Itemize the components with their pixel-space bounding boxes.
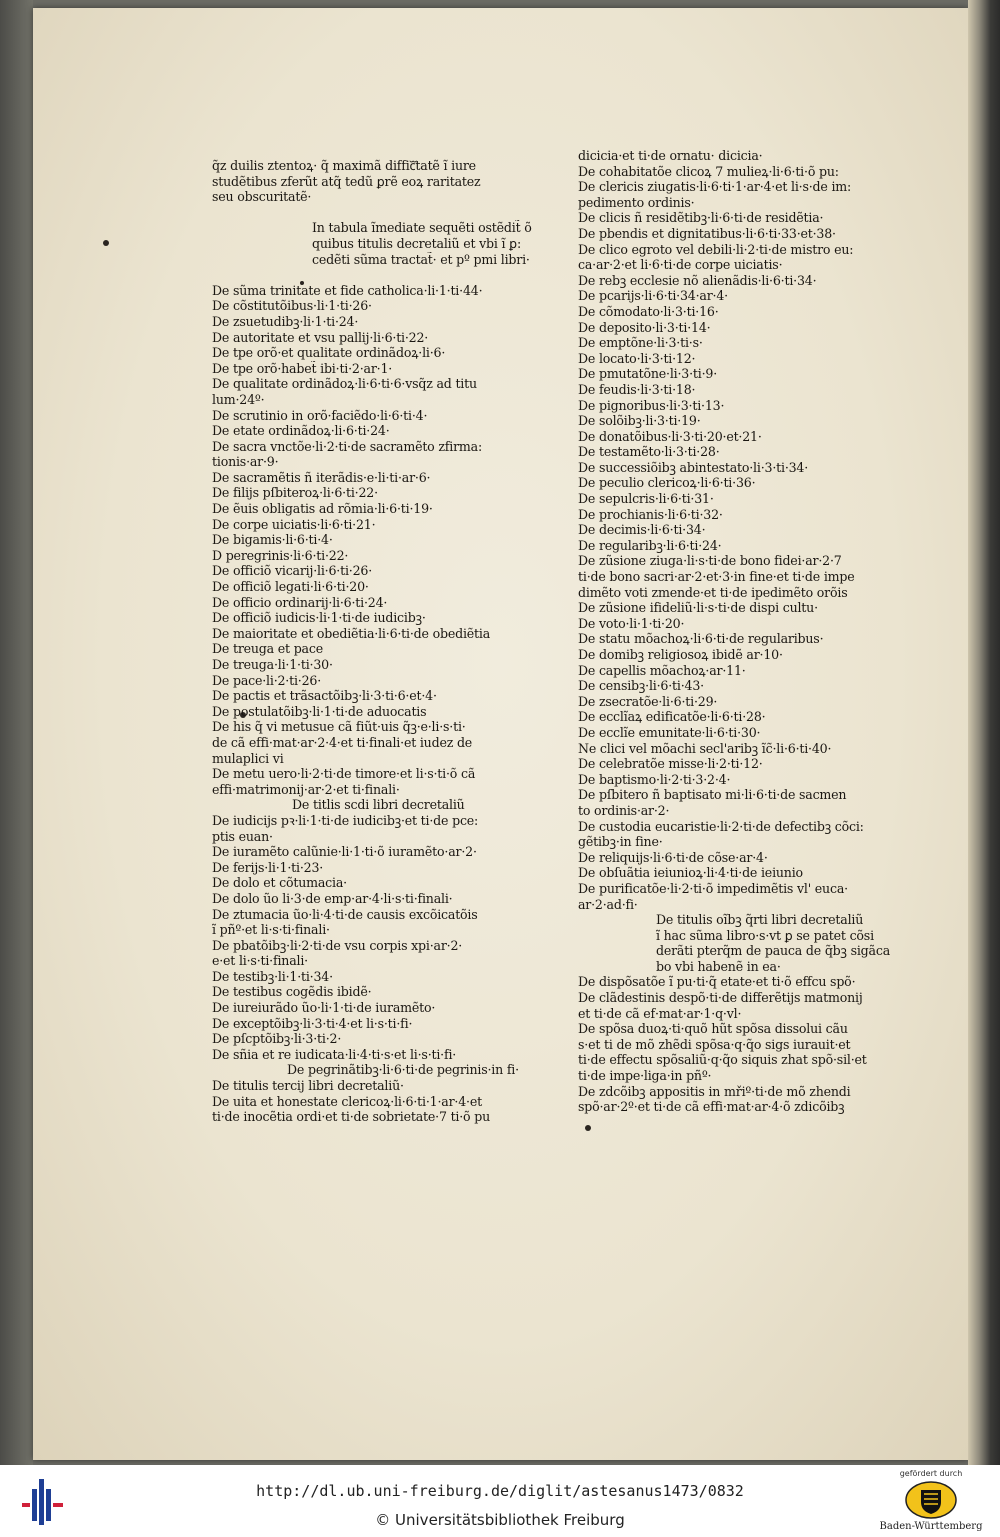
text-line: De pbendis et dignitatibus·li·6·ti·33·et·38· bbox=[578, 225, 836, 241]
text-line: De scrutinio in orõ·faciẽdo·li·6·ti·4· bbox=[212, 407, 428, 423]
text-line bbox=[212, 205, 560, 221]
text-line: De officiõ legati·li·6·ti·20· bbox=[212, 579, 369, 595]
text-line: De pbatõibꝫ·li·2·ti·de vsu corpis xpi·ar·2· bbox=[212, 937, 463, 953]
text-line: De deposito·li·3·ti·14· bbox=[578, 319, 711, 335]
text-line: De ẽuis obligatis ad rõmia·li·6·ti·19· bbox=[212, 501, 433, 517]
text-line: De titulis oĩbꝫ q̃rti libri decretaliũ bbox=[656, 912, 864, 928]
text-line: et ti·de cã ef·mat·ar·1·q·vl· bbox=[578, 1005, 742, 1021]
text-line: ptis euan· bbox=[212, 828, 273, 844]
text-line: De tpe orõ·habet̃ ibi·ti·2·ar·1· bbox=[212, 360, 393, 376]
text-line: De clicis ñ residẽtibꝫ·li·6·ti·de residẽtia· bbox=[578, 210, 824, 226]
text-line: De iuramẽto calũnie·li·1·ti·õ iuramẽto·ar·2· bbox=[212, 844, 477, 860]
viewer-footer bbox=[0, 1465, 1000, 1537]
text-line: effi·matrimonij·ar·2·et ti·finali· bbox=[212, 781, 400, 797]
text-line: De emptõne·li·3·ti·s· bbox=[578, 335, 703, 351]
text-line: De sepulcris·li·6·ti·31· bbox=[578, 491, 714, 507]
text-line: De zdcõibꝫ appositis in mřiº·ti·de mõ zhendi bbox=[578, 1083, 851, 1099]
text-line: De treuga et pace bbox=[212, 641, 323, 657]
text-line: De qualitate ordinãdoꝝ·li·6·ti·6·vsq̃z ad titu bbox=[212, 376, 477, 392]
text-line: dicicia·et ti·de ornatu· dicicia· bbox=[578, 148, 763, 163]
text-line: De sacramẽtis ñ iterãdis·e·li·ti·ar·6· bbox=[212, 469, 431, 485]
text-line: lum·24º· bbox=[212, 391, 265, 407]
text-line: De voto·li·1·ti·20· bbox=[578, 615, 685, 631]
text-line: In tabula ĩmediate sequẽti ostẽdit̃ õ bbox=[312, 220, 532, 236]
text-line: De exceptõibꝫ·li·3·ti·4·et li·s·ti·fi· bbox=[212, 1015, 413, 1031]
text-line: De custodia eucaristie·li·2·ti·de defectibꝫ cõci: bbox=[578, 818, 864, 834]
margin-dot bbox=[585, 1125, 591, 1131]
text-line: De iudicijs pꝛ·li·1·ti·de iudicibꝫ·et ti·de pce: bbox=[212, 812, 479, 828]
text-line: ti·de impe·liga·in pñº· bbox=[578, 1068, 712, 1084]
text-line: De dispõsatõe ĩ pu·ti·q̃ etate·et ti·õ effcu spõ· bbox=[578, 974, 856, 990]
text-line: De statu mõachoꝝ·li·6·ti·de regularibus· bbox=[578, 631, 824, 647]
text-line: De pegrinãtibꝫ·li·6·ti·de pegrinis·in fi· bbox=[287, 1062, 519, 1078]
text-line: De postulatõibꝫ·li·1·ti·de aduocatis bbox=[212, 703, 427, 719]
text-line: De reliquijs·li·6·ti·de cõse·ar·4· bbox=[578, 849, 768, 865]
text-line: De pace·li·2·ti·26· bbox=[212, 672, 322, 688]
text-line: De decimis·li·6·ti·34· bbox=[578, 522, 706, 538]
text-line: De uita et honestate clericoꝝ·li·6·ti·1·ar·4·et bbox=[212, 1093, 482, 1109]
text-line: Ne clici vel mõachi secl'aribꝫ ĩc̃·li·6·ti·40· bbox=[578, 740, 832, 756]
text-line: De sũma trinitate et fide catholica·li·1·ti·44· bbox=[212, 282, 483, 298]
text-line: ĩ pñº·et li·s·ti·finali· bbox=[212, 922, 330, 938]
text-line: De celebratõe misse·li·2·ti·12· bbox=[578, 756, 763, 772]
text-line: to ordinis·ar·2· bbox=[578, 802, 670, 818]
text-line: De cõmodato·li·3·ti·16· bbox=[578, 303, 719, 319]
text-line: De dolo et cõtumacia· bbox=[212, 875, 347, 891]
text-line: De pſbitero ñ baptisato mi·li·6·ti·de sacmen bbox=[578, 787, 847, 803]
text-line: De pcarijs·li·6·ti·34·ar·4· bbox=[578, 288, 728, 304]
text-line: ĩ hac sũma libro·s·vt ꝑ se patet cõsi bbox=[656, 927, 874, 943]
text-line: gẽtibꝫ·in fine· bbox=[578, 834, 663, 850]
text-line: De testibꝫ·li·1·ti·34· bbox=[212, 968, 333, 984]
text-line: De ecclĩaꝝ edificatõe·li·6·ti·28· bbox=[578, 709, 766, 725]
text-line: De peculio clericoꝝ·li·6·ti·36· bbox=[578, 475, 756, 491]
text-line: De ferijs·li·1·ti·23· bbox=[212, 859, 324, 875]
text-line: De censibꝫ·li·6·ti·43· bbox=[578, 678, 704, 694]
state-name: Baden-Württemberg bbox=[879, 1521, 983, 1532]
text-line: De clãdestinis despõ·ti·de differẽtijs matmonij bbox=[578, 990, 863, 1006]
text-line: mulaplici vi bbox=[212, 750, 284, 766]
text-line: cedẽti sũma tractat̃· et pº pmi libri· bbox=[312, 251, 530, 267]
text-line: ti·de inocẽtia ordi·et ti·de sobrietate·7 ti·õ pu bbox=[212, 1109, 491, 1125]
text-line: De prochianis·li·6·ti·32· bbox=[578, 506, 723, 522]
text-line: De successiõibꝫ abintestato·li·3·ti·34· bbox=[578, 459, 809, 475]
funder-logo bbox=[876, 1469, 986, 1535]
text-line: e·et li·s·ti·finali· bbox=[212, 953, 308, 969]
text-line: De his q̃ vi metusue cã fiũt·uis q̃ꝫ·e·li·s·ti· bbox=[212, 719, 466, 735]
text-line: De ztumacia ũo·li·4·ti·de causis excõicatõis bbox=[212, 906, 478, 922]
text-line: De rebꝫ ecclesie nõ alienãdis·li·6·ti·34· bbox=[578, 272, 817, 288]
text-line: De capellis mõachoꝝ·ar·11· bbox=[578, 662, 746, 678]
text-line: De obſuãtia ieiunioꝝ·li·4·ti·de ieiunio bbox=[578, 865, 803, 881]
text-line: De domibꝫ religiosoꝝ ibidẽ ar·10· bbox=[578, 647, 783, 662]
text-line: De pmutatõne·li·3·ti·9· bbox=[578, 366, 718, 382]
text-line: De zsuetudibꝫ·li·1·ti·24· bbox=[212, 313, 359, 329]
document-url[interactable]: http://dl.ub.uni-freiburg.de/diglit/astesanus1473/0832 bbox=[256, 1482, 744, 1500]
text-line: tionis·ar·9· bbox=[212, 454, 279, 470]
text-line: ti·de effectu spõsaliũ·q·q̃o siquis zhat spõ·sil·et bbox=[578, 1052, 867, 1068]
left-text-column bbox=[212, 158, 560, 1125]
text-line: De pactis et trãsactõibꝫ·li·3·ti·6·et·4· bbox=[212, 688, 437, 704]
text-line: De maioritate et obediẽtia·li·6·ti·de obediẽtia bbox=[212, 625, 491, 641]
text-line: De bigamis·li·6·ti·4· bbox=[212, 532, 333, 548]
text-line: De zsecratõe·li·6·ti·29· bbox=[578, 693, 718, 709]
text-line: ar·2·ad·fi· bbox=[578, 896, 638, 912]
margin-dot bbox=[103, 240, 109, 246]
funded-by-label: gefördert durch bbox=[899, 1469, 963, 1478]
text-line: bo vbi habenẽ in ea· bbox=[656, 958, 781, 974]
previous-page-edge bbox=[0, 0, 33, 1465]
baden-wuerttemberg-crest-icon bbox=[904, 1480, 958, 1520]
text-line: De feudis·li·3·ti·18· bbox=[578, 381, 696, 397]
text-line: De baptismo·li·2·ti·3·2·4· bbox=[578, 771, 731, 787]
text-line: De officiõ iudicis·li·1·ti·de iudicibꝫ· bbox=[212, 610, 426, 626]
text-line: De spõsa duoꝝ·ti·quõ hũt spõsa dissolui cãu bbox=[578, 1021, 848, 1037]
copyright-notice: © Universitätsbibliothek Freiburg bbox=[375, 1511, 625, 1529]
text-line: De zũsione ziuga·li·s·ti·de bono fidei·ar·2·7 bbox=[578, 553, 842, 569]
text-line: De ecclĩe emunitate·li·6·ti·30· bbox=[578, 724, 761, 740]
text-line: De cõstitutõibus·li·1·ti·26· bbox=[212, 298, 372, 314]
text-line: quibus titulis decretaliũ et vbi ĩ ꝑ: bbox=[312, 235, 521, 251]
text-line: seu obscuritatẽ· bbox=[212, 189, 312, 205]
text-line: q̃z duilis ztentoꝝ· q̃ maximã difficᷓtatẽ ĩ iure bbox=[212, 158, 476, 173]
text-line: s·et ti de mõ zhẽdi spõsa·q·q̃o sigs iurauit·et bbox=[578, 1036, 851, 1052]
text-line: spõ·ar·2º·et ti·de cã effi·mat·ar·4·õ zdicõibꝫ bbox=[578, 1099, 845, 1115]
text-line: pedimento ordinis· bbox=[578, 194, 695, 210]
text-line bbox=[212, 267, 560, 283]
text-line: De treuga·li·1·ti·30· bbox=[212, 657, 333, 672]
text-line: De corpe uiciatis·li·6·ti·21· bbox=[212, 516, 376, 532]
text-line: De clericis ziugatis·li·6·ti·1·ar·4·et li·s·de im: bbox=[578, 179, 852, 195]
text-line: De donatõibus·li·3·ti·20·et·21· bbox=[578, 428, 762, 444]
text-line: dimẽto voti zmende·et ti·de ipedimẽto orõis bbox=[578, 584, 848, 600]
text-line: De testamẽto·li·3·ti·28· bbox=[578, 444, 720, 460]
text-line: De pſcptõibꝫ·li·3·ti·2· bbox=[212, 1031, 342, 1047]
text-line: De purificatõe·li·2·ti·õ impedimẽtis vl' euca· bbox=[578, 880, 848, 896]
text-line: De titulis tercij libri decretaliũ· bbox=[212, 1078, 404, 1094]
text-line: De solõibꝫ·li·3·ti·19· bbox=[578, 413, 701, 429]
text-line: De cohabitatõe clicoꝝ 7 mulieꝝ·li·6·ti·õ pu: bbox=[578, 163, 839, 179]
text-line: De testibus cogẽdis ibidẽ· bbox=[212, 984, 372, 1000]
text-line: De titlis scdi libri decretaliũ bbox=[292, 797, 465, 813]
text-line: De zũsione ifideliũ·li·s·ti·de dispi cultu· bbox=[578, 600, 818, 616]
text-line: De officio ordinarij·li·6·ti·24· bbox=[212, 594, 388, 610]
text-line: De autoritate et vsu pallij·li·6·ti·22· bbox=[212, 329, 429, 345]
text-line: De sacra vnctõe·li·2·ti·de sacramẽto zfirma: bbox=[212, 438, 483, 454]
text-line: De metu uero·li·2·ti·de timore·et li·s·ti·õ cã bbox=[212, 766, 476, 782]
text-line: De regularibꝫ·li·6·ti·24· bbox=[578, 537, 722, 553]
text-line: de cã effi·mat·ar·2·4·et ti·finali·et iudez de bbox=[212, 734, 473, 750]
text-line: derãti pterq̃m de pauca de q̃bꝫ sigãca bbox=[656, 943, 891, 959]
book-binding bbox=[968, 0, 1000, 1465]
text-line: De sñia et re iudicata·li·4·ti·s·et li·s·ti·fi· bbox=[212, 1046, 457, 1062]
text-line: De etate ordinãdoꝝ·li·6·ti·24· bbox=[212, 423, 390, 439]
text-line: studẽtibus zferũt atq̃ tedũ ꝑrẽ eoꝝ raritatez bbox=[212, 173, 481, 189]
text-line: ca·ar·2·et li·6·ti·de corpe uiciatis· bbox=[578, 257, 783, 273]
text-line: De officiõ vicarij·li·6·ti·26· bbox=[212, 563, 373, 579]
text-line: D peregrinis·li·6·ti·22· bbox=[212, 547, 349, 563]
text-line: De filijs pſbiteroꝝ·li·6·ti·22· bbox=[212, 485, 378, 501]
text-line: De pignoribus·li·3·ti·13· bbox=[578, 397, 725, 413]
text-line: De iureiurãdo ũo·li·1·ti·de iuramẽto· bbox=[212, 1000, 436, 1016]
text-line: De locato·li·3·ti·12· bbox=[578, 350, 696, 366]
text-line: De tpe orõ·et qualitate ordinãdoꝝ·li·6· bbox=[212, 345, 446, 361]
right-text-column bbox=[578, 148, 920, 1115]
text-line: De dolo ũo li·3·de emp·ar·4·li·s·ti·finali· bbox=[212, 890, 453, 906]
text-line: ti·de bono sacri·ar·2·et·3·in fine·et ti·de impe bbox=[578, 569, 855, 585]
text-line: De clico egroto vel debili·li·2·ti·de mistro eu: bbox=[578, 241, 854, 257]
